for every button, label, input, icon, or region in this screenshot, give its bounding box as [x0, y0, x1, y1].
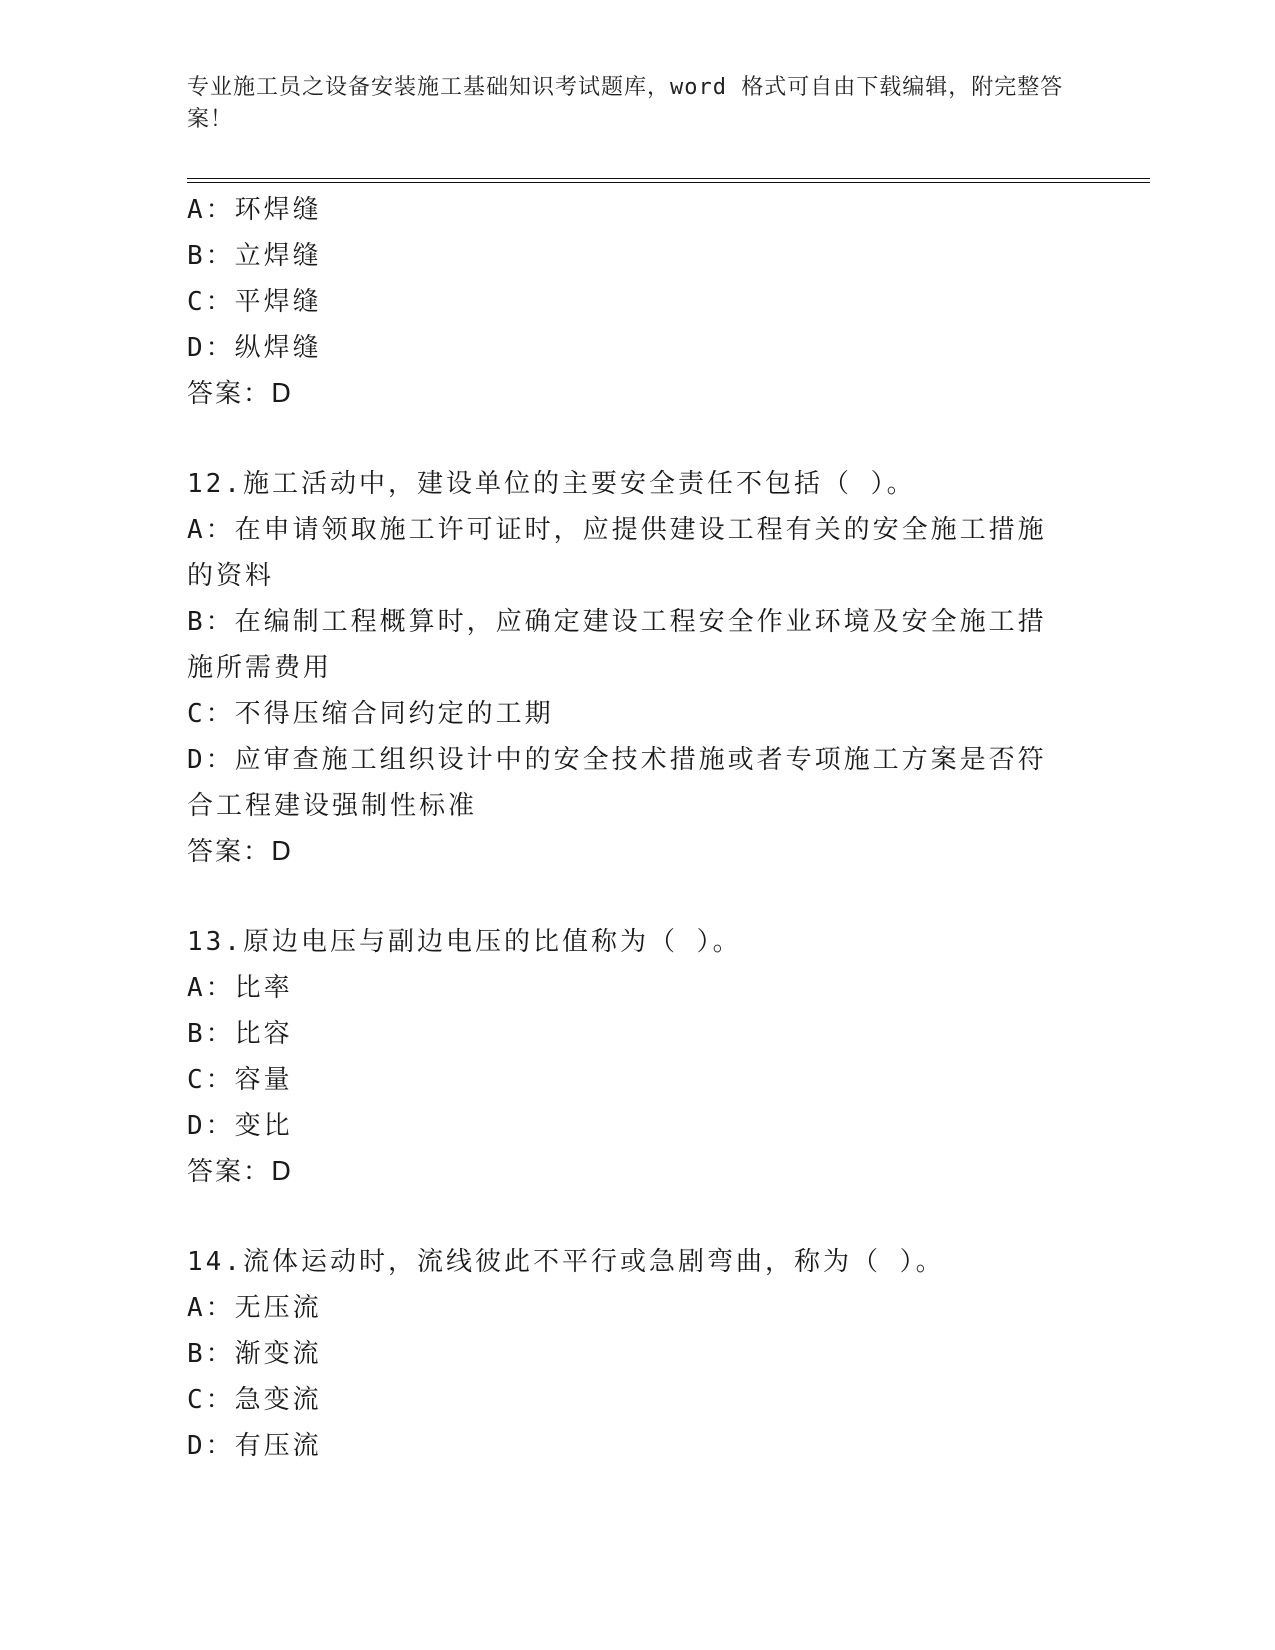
- option-a: [187, 965, 1087, 1011]
- option-text: 在编制工程概算时，应确定建设工程安全作业环境及安全施工措施所需费用: [187, 607, 1047, 683]
- option-text: 比率: [234, 973, 293, 1003]
- option-b: [187, 1331, 1087, 1377]
- option-d: [187, 1423, 1087, 1469]
- header-divider-top: [187, 178, 1150, 179]
- option-text: 立焊缝: [234, 241, 322, 271]
- option-prefix: B：: [187, 1339, 235, 1369]
- header-divider-bottom: [187, 182, 1150, 183]
- question-text: 14.流体运动时，流线彼此不平行或急剧弯曲，称为（ ）。: [187, 1247, 945, 1277]
- option-b: [187, 1011, 1087, 1057]
- option-c: [187, 279, 1087, 325]
- option-prefix: D：: [187, 1431, 235, 1461]
- question-text: 12.施工活动中，建设单位的主要安全责任不包括（ ）。: [187, 469, 916, 499]
- option-prefix: A：: [187, 1293, 235, 1323]
- option-prefix: C：: [187, 287, 235, 317]
- answer: 答案：D: [187, 1157, 294, 1187]
- option-c: [187, 1377, 1087, 1423]
- option-prefix: D：: [187, 333, 235, 363]
- option-prefix: A：: [187, 195, 235, 225]
- option-prefix: A：: [187, 515, 235, 545]
- option-text: 应审查施工组织设计中的安全技术措施或者专项施工方案是否符合工程建设强制性标准: [187, 745, 1047, 821]
- question-list: [187, 187, 1087, 1469]
- question-14: [187, 1239, 1087, 1469]
- option-text: 有压流: [234, 1431, 322, 1461]
- option-prefix: B：: [187, 241, 235, 271]
- option-a: [187, 507, 1067, 599]
- option-text: 平焊缝: [234, 287, 322, 317]
- option-c: [187, 1057, 1087, 1103]
- option-prefix: C：: [187, 1385, 235, 1415]
- question-11: [187, 187, 1087, 417]
- option-c: [187, 691, 1087, 737]
- option-text: 比容: [234, 1019, 293, 1049]
- document-header: 专业施工员之设备安装施工基础知识考试题库，word 格式可自由下载编辑，附完整答案！: [187, 75, 1064, 132]
- option-d: [187, 1103, 1087, 1149]
- option-b: [187, 233, 1087, 279]
- option-text: 纵焊缝: [234, 333, 322, 363]
- option-text: 不得压缩合同约定的工期: [234, 699, 554, 729]
- option-prefix: B：: [187, 607, 235, 637]
- option-prefix: D：: [187, 1111, 235, 1141]
- option-prefix: A：: [187, 973, 235, 1003]
- answer: 答案：D: [187, 379, 294, 409]
- question-12: [187, 461, 1087, 875]
- option-text: 渐变流: [234, 1339, 322, 1369]
- option-text: 急变流: [234, 1385, 322, 1415]
- option-prefix: D：: [187, 745, 235, 775]
- option-text: 变比: [234, 1111, 293, 1141]
- answer: 答案：D: [187, 837, 294, 867]
- option-prefix: C：: [187, 1065, 235, 1095]
- option-d: [187, 325, 1087, 371]
- option-b: [187, 599, 1067, 691]
- option-prefix: B：: [187, 1019, 235, 1049]
- option-prefix: C：: [187, 699, 235, 729]
- option-text: 在申请领取施工许可证时，应提供建设工程有关的安全施工措施的资料: [187, 515, 1047, 591]
- option-a: [187, 1285, 1087, 1331]
- option-text: 容量: [234, 1065, 293, 1095]
- question-text: 13.原边电压与副边电压的比值称为（ ）。: [187, 927, 742, 957]
- option-a: [187, 187, 1087, 233]
- question-13: [187, 919, 1087, 1195]
- option-text: 环焊缝: [234, 195, 322, 225]
- option-text: 无压流: [234, 1293, 322, 1323]
- option-d: [187, 737, 1067, 829]
